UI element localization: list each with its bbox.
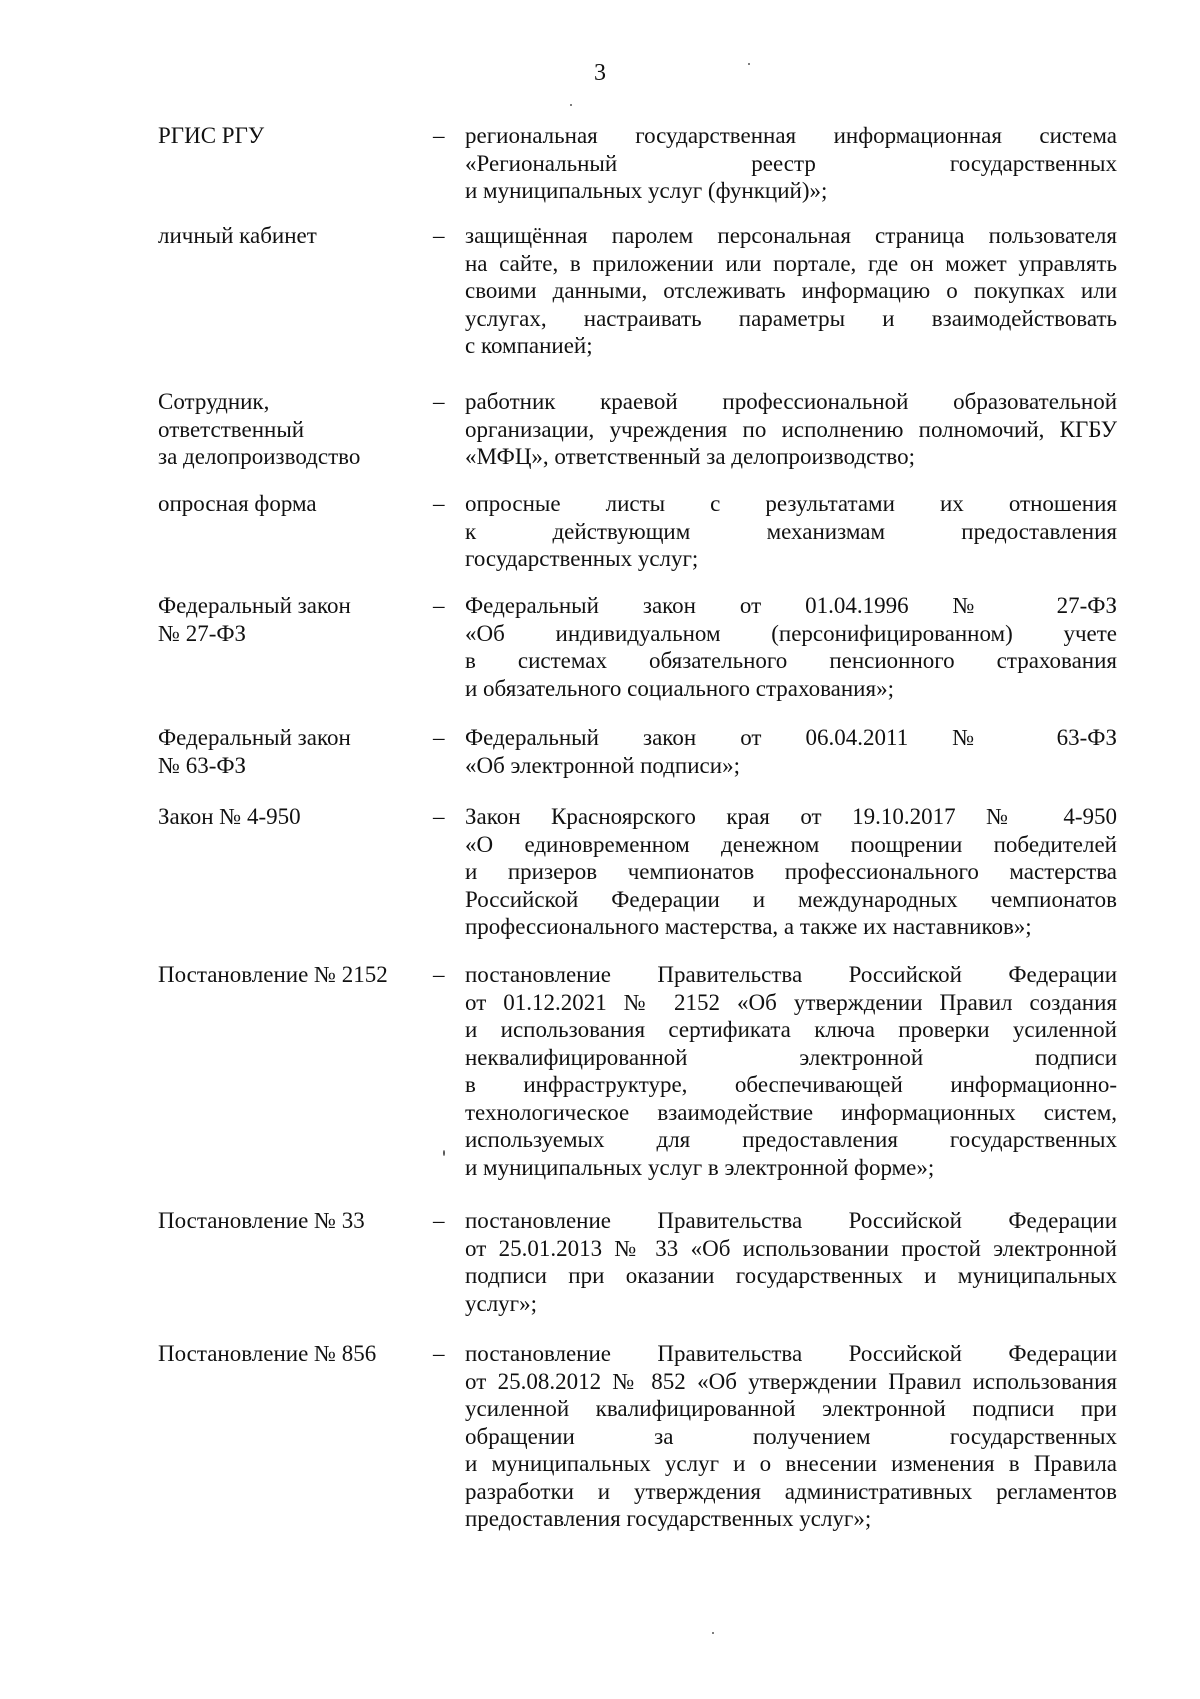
definition-text (465, 388, 1117, 471)
definition-line: Закон Красноярского края от 19.10.2017 № 4-950 (465, 804, 1117, 829)
definition-line: Федеральный закон от 01.04.1996 № 27-ФЗ (465, 593, 1117, 618)
definition-line: защищённая паролем персональная страница пользователя (465, 223, 1117, 248)
definition-line: усиленной квалифицированной электронной подписи при (465, 1396, 1117, 1421)
definition-line: и муниципальных услуг в электронной форме»; (465, 1154, 935, 1180)
definition-dash: – (433, 962, 445, 987)
definition-term: Постановление № 33 (158, 1208, 365, 1233)
definition-line: «Об индивидуальном (персонифицированном) учете (465, 620, 1117, 646)
definition-line: «О единовременном денежном поощрении победителей (465, 831, 1117, 857)
definition-line: постановление Правительства Российской Федерации (465, 1208, 1117, 1233)
definition-text (465, 961, 1117, 1181)
definition-dash: – (433, 389, 445, 414)
definition-text (465, 803, 1117, 941)
definition-text (465, 222, 1117, 360)
definition-line: предоставления государственных услуг»; (465, 1506, 872, 1531)
definition-line: и муниципальных услуг и о внесении изменения в Правила (465, 1451, 1117, 1476)
definition-term: опросная форма (158, 491, 317, 516)
definition-line: и призеров чемпионатов профессионального мастерства (465, 859, 1117, 884)
scan-speck (443, 1150, 445, 1156)
definition-term: Постановление № 2152 (158, 962, 388, 987)
definition-line: разработки и утверждения административных регламентов (465, 1478, 1117, 1504)
definition-line: и обязательного социального страхования»; (465, 675, 894, 701)
definition-line: Федеральный закон от 06.04.2011 № 63-ФЗ (465, 725, 1117, 750)
definition-line: технологическое взаимодействие информационных систем, (465, 1099, 1117, 1125)
definition-line: услуг»; (465, 1290, 538, 1316)
definition-line: своими данными, отслеживать информацию о покупках или (465, 278, 1117, 303)
definition-line: Российской Федерации и международных чемпионатов (465, 886, 1117, 912)
definition-line: неквалифицированной электронной подписи (465, 1044, 1117, 1070)
definition-term: Федеральный закон № 63-ФЗ (158, 725, 351, 778)
definition-line: подписи при оказании государственных и муниципальных (465, 1263, 1117, 1288)
definition-text (465, 1207, 1117, 1317)
definition-line: обращении за получением государственных (465, 1423, 1117, 1449)
definition-line: от 01.12.2021 № 2152 «Об утверждении Правил создания (465, 989, 1117, 1015)
definition-line: «МФЦ», ответственный за делопроизводство; (465, 444, 915, 469)
definition-line: региональная государственная информационная система (465, 123, 1117, 148)
definition-line: государственных услуг; (465, 546, 699, 571)
definition-line: в системах обязательного пенсионного страхования (465, 648, 1117, 673)
definition-line: «Об электронной подписи»; (465, 752, 740, 778)
definition-line: от 25.08.2012 № 852 «Об утверждении Правил использования (465, 1368, 1117, 1394)
definition-dash: – (433, 593, 445, 618)
definition-dash: – (433, 491, 445, 516)
definition-line: опросные листы с результатами их отношения (465, 491, 1117, 516)
definition-text (465, 1340, 1117, 1533)
definition-dash: – (433, 1208, 445, 1233)
definition-text (465, 490, 1117, 573)
definition-line: работник краевой профессиональной образовательной (465, 389, 1117, 414)
definition-term: РГИС РГУ (158, 123, 265, 148)
definition-dash: – (433, 1341, 445, 1366)
definition-line: постановление Правительства Российской Федерации (465, 962, 1117, 987)
definition-line: и использования сертификата ключа проверки усиленной (465, 1017, 1117, 1042)
page-number: 3 (594, 60, 606, 86)
definition-term: Федеральный закон № 27-ФЗ (158, 593, 351, 646)
definition-line: в инфраструктуре, обеспечивающей информационно- (465, 1072, 1117, 1097)
definition-text (465, 122, 1117, 205)
definition-dash: – (433, 223, 445, 248)
definition-line: от 25.01.2013 № 33 «Об использовании простой электронной (465, 1235, 1117, 1261)
definition-line: организации, учреждения по исполнению полномочий, КГБУ (465, 416, 1117, 442)
definition-line: с компанией; (465, 333, 593, 358)
definition-line: «Региональный реестр государственных (465, 150, 1117, 176)
scan-speck (570, 104, 572, 106)
definition-line: используемых для предоставления государственных (465, 1127, 1117, 1152)
definition-text (465, 724, 1117, 779)
definition-dash: – (433, 804, 445, 829)
scan-speck (712, 1632, 714, 1634)
definition-dash: – (433, 725, 445, 750)
definition-term: личный кабинет (158, 223, 317, 248)
definition-line: услугах, настраивать параметры и взаимодействовать (465, 305, 1117, 331)
definition-term: Сотрудник, ответственный за делопроизводство (158, 389, 361, 469)
definition-line: постановление Правительства Российской Федерации (465, 1341, 1117, 1366)
definition-line: к действующим механизмам предоставления (465, 518, 1117, 544)
scan-speck (748, 63, 750, 65)
definition-text (465, 592, 1117, 702)
definition-line: на сайте, в приложении или портале, где он может управлять (465, 250, 1117, 276)
definition-term: Постановление № 856 (158, 1341, 377, 1366)
definition-dash: – (433, 123, 445, 148)
definition-term: Закон № 4-950 (158, 804, 301, 829)
definition-line: и муниципальных услуг (функций)»; (465, 178, 828, 203)
definition-line: профессионального мастерства, а также их наставников»; (465, 914, 1032, 939)
